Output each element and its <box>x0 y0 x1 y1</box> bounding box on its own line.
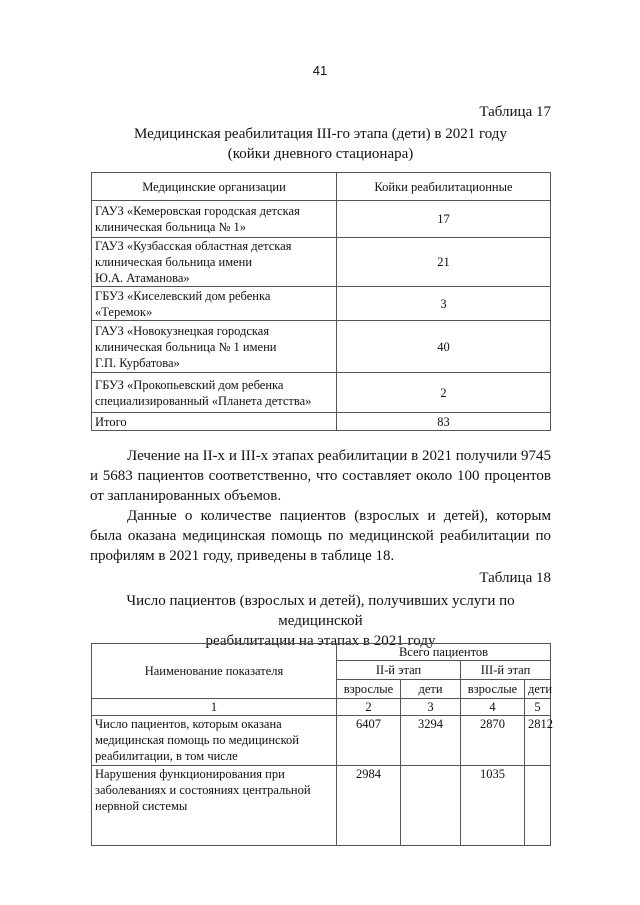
beds-cell: 3 <box>337 287 551 321</box>
table17-title <box>90 124 551 164</box>
header-indicator: Наименование показателя <box>92 644 337 699</box>
value-cell <box>525 766 551 846</box>
org-cell <box>92 373 337 413</box>
org-line: ГАУЗ «Кемеровская городская детская <box>95 204 300 218</box>
column-number: 1 <box>92 699 337 716</box>
table18-title-line2: реабилитации на этапах в 2021 году <box>205 633 436 649</box>
indicator-name: Нарушения функционирования при заболеваниях и состояниях центральной нервной системы <box>92 766 337 846</box>
column-number: 5 <box>525 699 551 716</box>
header-stage3: III-й этап <box>461 661 551 680</box>
body-text <box>90 446 551 566</box>
table18-title <box>90 591 551 651</box>
table17-title-line2: (койки дневного стационара) <box>227 146 414 162</box>
table17-label: Таблица 17 <box>479 104 551 120</box>
org-line: ГАУЗ «Новокузнецкая городская <box>95 323 270 338</box>
org-line: Г.П. Курбатова» <box>95 355 180 370</box>
page-number: 41 <box>312 63 328 78</box>
column-number: 2 <box>337 699 401 716</box>
value-cell: 2984 <box>337 766 401 846</box>
column-number-row <box>92 699 551 716</box>
table-row <box>92 287 551 321</box>
org-cell <box>92 287 337 321</box>
table-row <box>92 766 551 846</box>
paragraph: Данные о количестве пациентов (взрослых и детей), которым была оказана медицинская помощь по медицинской реабилитации по профилям в 2021 году, приведены в таблице 18. <box>90 508 551 564</box>
header-total: Всего пациентов <box>337 644 551 661</box>
table-row <box>92 321 551 373</box>
table-row <box>92 373 551 413</box>
org-line: клиническая больница имени <box>95 255 253 269</box>
value-cell <box>401 766 461 846</box>
org-line: клиническая больница № 1 имени <box>95 339 277 354</box>
paragraph: Лечение на II-х и III-х этапах реабилитации в 2021 получили 9745 и 5683 пациентов соответственно, что составляет около 100 процентов от запланированных объемов. <box>90 448 551 504</box>
indicator-name: Число пациентов, которым оказана медицинская помощь по медицинской реабилитации, в том числе <box>92 716 337 766</box>
org-line: Ю.А. Атаманова» <box>95 271 190 285</box>
header-organizations: Медицинские организации <box>92 173 337 201</box>
total-label: Итого <box>92 413 337 431</box>
column-number: 4 <box>461 699 525 716</box>
org-line: ГБУЗ «Киселевский дом ребенка <box>95 288 271 303</box>
header-stage2: II-й этап <box>337 661 461 680</box>
table-row <box>92 716 551 766</box>
org-line: ГАУЗ «Кузбасская областная детская <box>95 239 292 253</box>
org-cell <box>92 321 337 373</box>
table17-title-line1: Медицинская реабилитация III-го этапа (дети) в 2021 году <box>134 126 507 142</box>
header-children: дети <box>401 680 461 699</box>
org-cell <box>92 238 337 287</box>
table-total-row <box>92 413 551 431</box>
org-line: ГБУЗ «Прокопьевский дом ребенка <box>95 377 284 392</box>
total-value: 83 <box>337 413 551 431</box>
table-row <box>92 238 551 287</box>
header-adults: взрослые <box>337 680 401 699</box>
beds-cell: 2 <box>337 373 551 413</box>
table18-title-line1: Число пациентов (взрослых и детей), получивших услуги по медицинской <box>126 593 515 629</box>
value-cell: 2870 <box>461 716 525 766</box>
org-line: клиническая больница № 1» <box>95 220 247 234</box>
beds-cell: 40 <box>337 321 551 373</box>
value-cell: 2812 <box>525 716 551 766</box>
table-row <box>92 201 551 238</box>
beds-cell: 17 <box>337 201 551 238</box>
table18-label: Таблица 18 <box>479 570 551 586</box>
table-18 <box>91 643 551 846</box>
value-cell: 3294 <box>401 716 461 766</box>
table-header-row <box>92 173 551 201</box>
value-cell: 1035 <box>461 766 525 846</box>
table-17 <box>91 172 551 431</box>
header-beds: Койки реабилитационные <box>337 173 551 201</box>
header-row <box>92 644 551 661</box>
org-cell <box>92 201 337 238</box>
beds-cell: 21 <box>337 238 551 287</box>
header-children: дети <box>525 680 551 699</box>
header-adults: взрослые <box>461 680 525 699</box>
value-cell: 6407 <box>337 716 401 766</box>
org-line: специализированный «Планета детства» <box>95 393 312 408</box>
column-number: 3 <box>401 699 461 716</box>
org-line: «Теремок» <box>95 304 153 319</box>
